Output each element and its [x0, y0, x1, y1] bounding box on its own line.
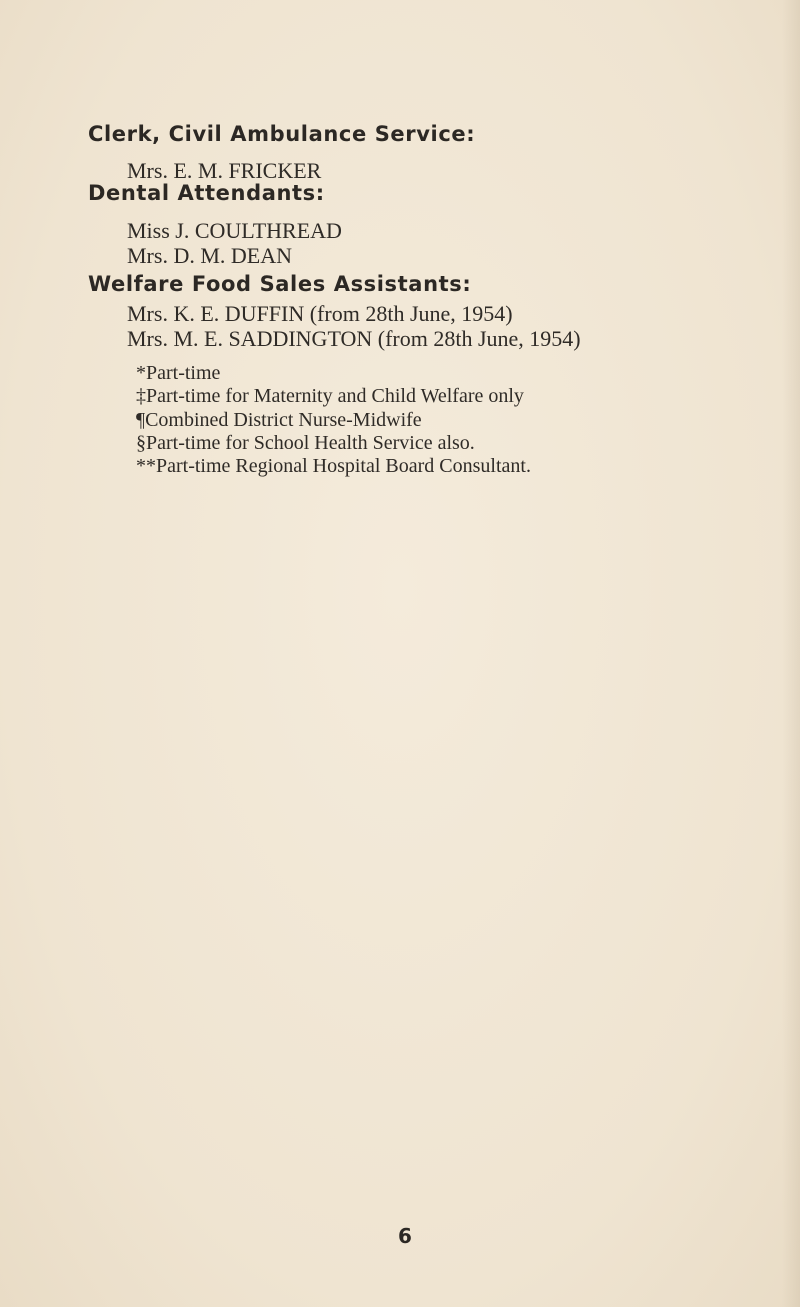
footnote: **Part-time Regional Hospital Board Consultant.	[136, 455, 531, 477]
section-heading: Clerk, Civil Ambulance Service:	[88, 122, 476, 146]
staff-entry: Mrs. E. M. FRICKER	[127, 158, 322, 183]
page-edge-shadow	[782, 0, 800, 1307]
page-number: 6	[398, 1224, 412, 1248]
staff-entry: Mrs. D. M. DEAN	[127, 243, 292, 268]
section-heading: Welfare Food Sales Assistants:	[88, 272, 472, 296]
footnote: ¶Combined District Nurse-Midwife	[136, 409, 422, 431]
section-heading: Dental Attendants:	[88, 181, 325, 205]
footnote: ‡Part-time for Maternity and Child Welfare only	[136, 385, 524, 407]
footnote: §Part-time for School Health Service also.	[136, 432, 475, 454]
footnote: *Part-time	[136, 362, 221, 384]
staff-entry: Mrs. K. E. DUFFIN (from 28th June, 1954)	[127, 301, 513, 326]
staff-entry: Miss J. COULTHREAD	[127, 218, 342, 243]
staff-entry: Mrs. M. E. SADDINGTON (from 28th June, 1954)	[127, 326, 581, 351]
